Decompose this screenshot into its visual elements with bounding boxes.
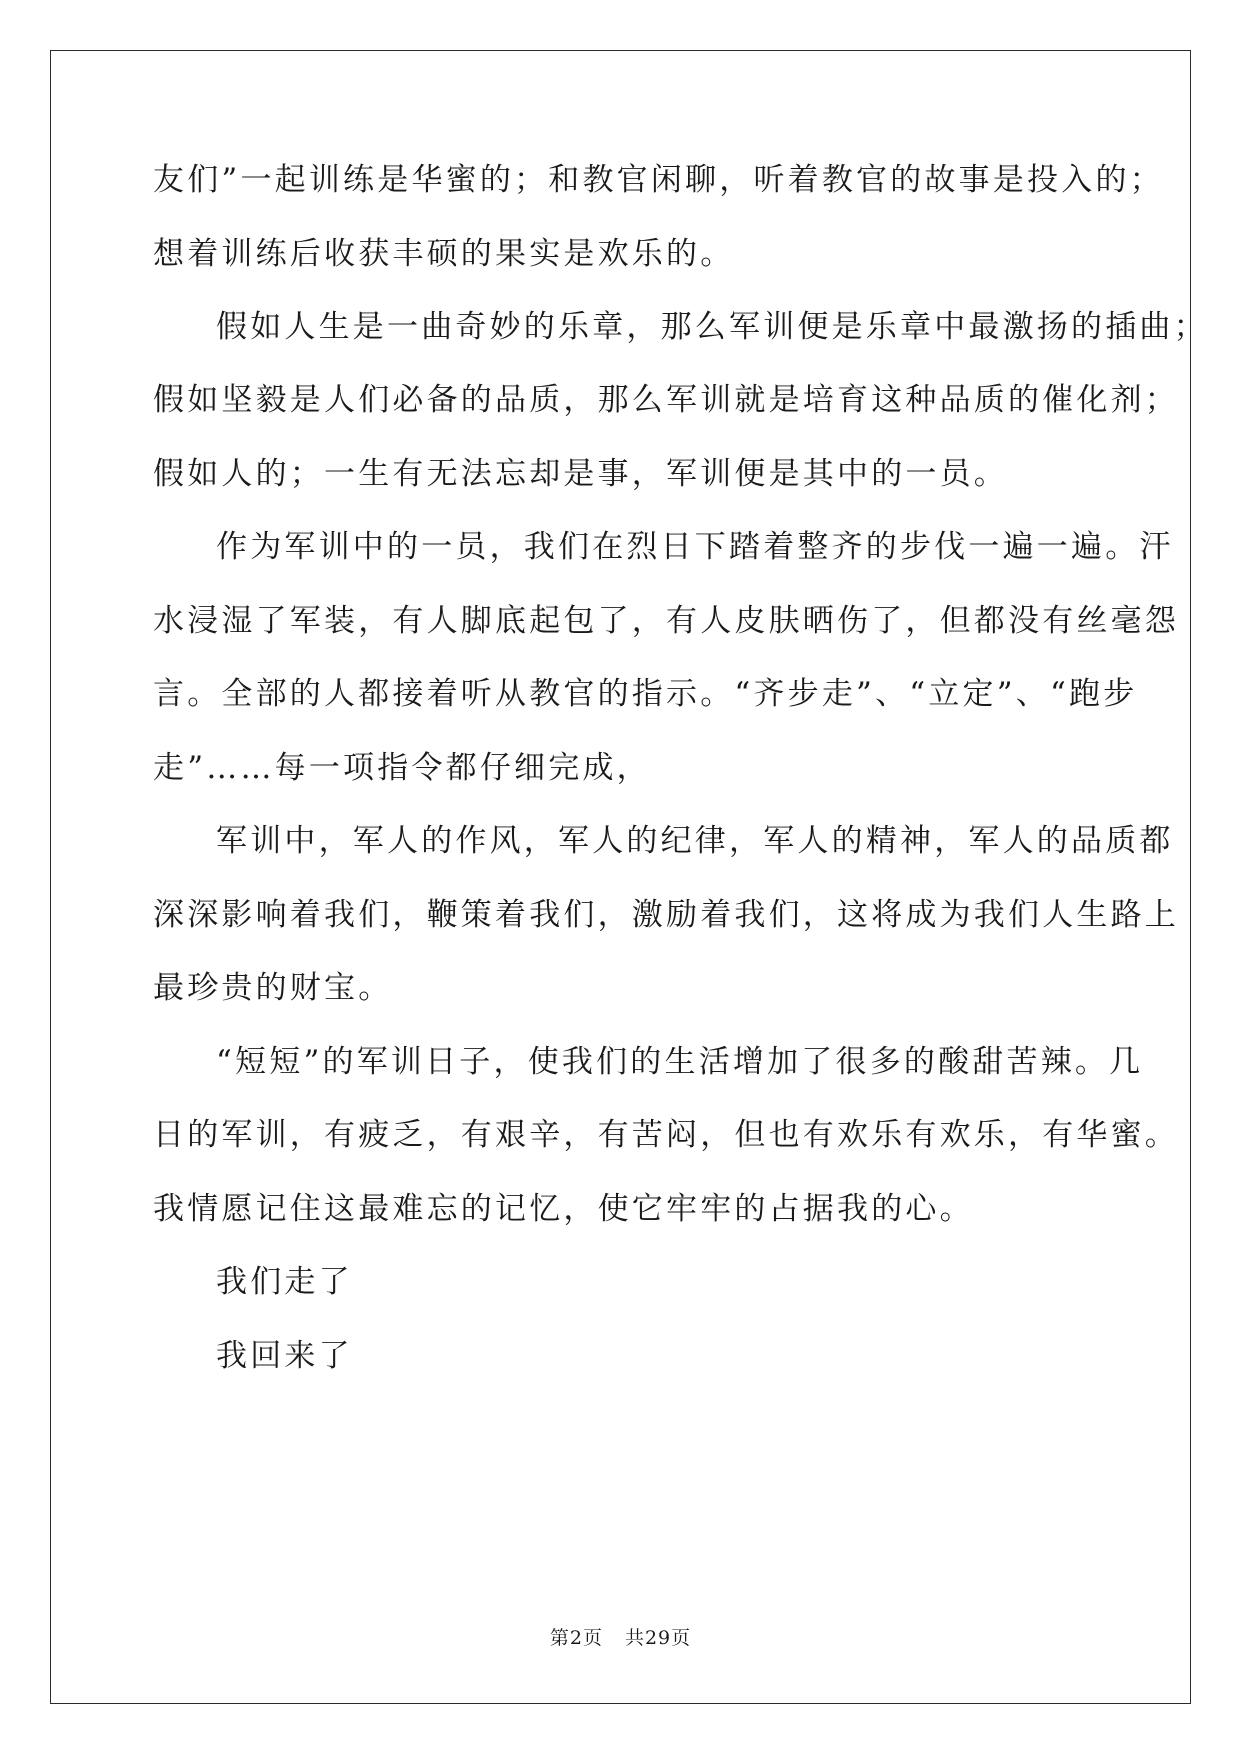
page-number: 第2页 <box>549 1627 603 1649</box>
text-line: 友们”一起训练是华蜜的；和教官闲聊，听着教官的故事是投入的； <box>153 162 1164 198</box>
text-line: 走”……每一项指令都仔细完成， <box>153 750 651 786</box>
text-line: 日的军训，有疲乏，有艰辛，有苦闷，但也有欢乐有欢乐，有华蜜。 <box>153 1117 1179 1153</box>
page-border <box>50 50 1191 1704</box>
text-line: 我情愿记住这最难忘的记忆，使它牢牢的占据我的心。 <box>153 1191 974 1227</box>
text-line: 想着训练后收获丰硕的果实是欢乐的。 <box>153 236 735 272</box>
text-line: 最珍贵的财宝。 <box>153 970 393 1006</box>
text-line: 假如人的；一生有无法忘却是事，军训便是其中的一员。 <box>153 456 1008 492</box>
text-line: 言。全部的人都接着听从教官的指示。“齐步走”、“立定”、“跑步 <box>153 676 1138 712</box>
text-line: 水浸湿了军装，有人脚底起包了，有人皮肤晒伤了，但都没有丝毫怨 <box>153 603 1179 639</box>
paragraph-start-line: 军训中，军人的作风，军人的纪律，军人的精神，军人的品质都 <box>216 823 1174 859</box>
paragraph-start-line: 我们走了 <box>216 1264 353 1300</box>
text-line: 深深影响着我们，鞭策着我们，激励着我们，这将成为我们人生路上 <box>153 897 1179 933</box>
paragraph-start-line: 假如人生是一曲奇妙的乐章，那么军训便是乐章中最激扬的插曲； <box>216 309 1208 345</box>
total-pages: 共29页 <box>624 1627 692 1649</box>
page-footer <box>0 1623 1241 1650</box>
text-line: 假如坚毅是人们必备的品质，那么军训就是培育这种品质的催化剂； <box>153 382 1179 418</box>
paragraph-start-line: 作为军训中的一员，我们在烈日下踏着整齐的步伐一遍一遍。汗 <box>216 529 1174 565</box>
paragraph-start-line: “短短”的军训日子，使我们的生活增加了很多的酸甜苦辣。几 <box>216 1044 1144 1080</box>
paragraph-start-line: 我回来了 <box>216 1338 353 1374</box>
